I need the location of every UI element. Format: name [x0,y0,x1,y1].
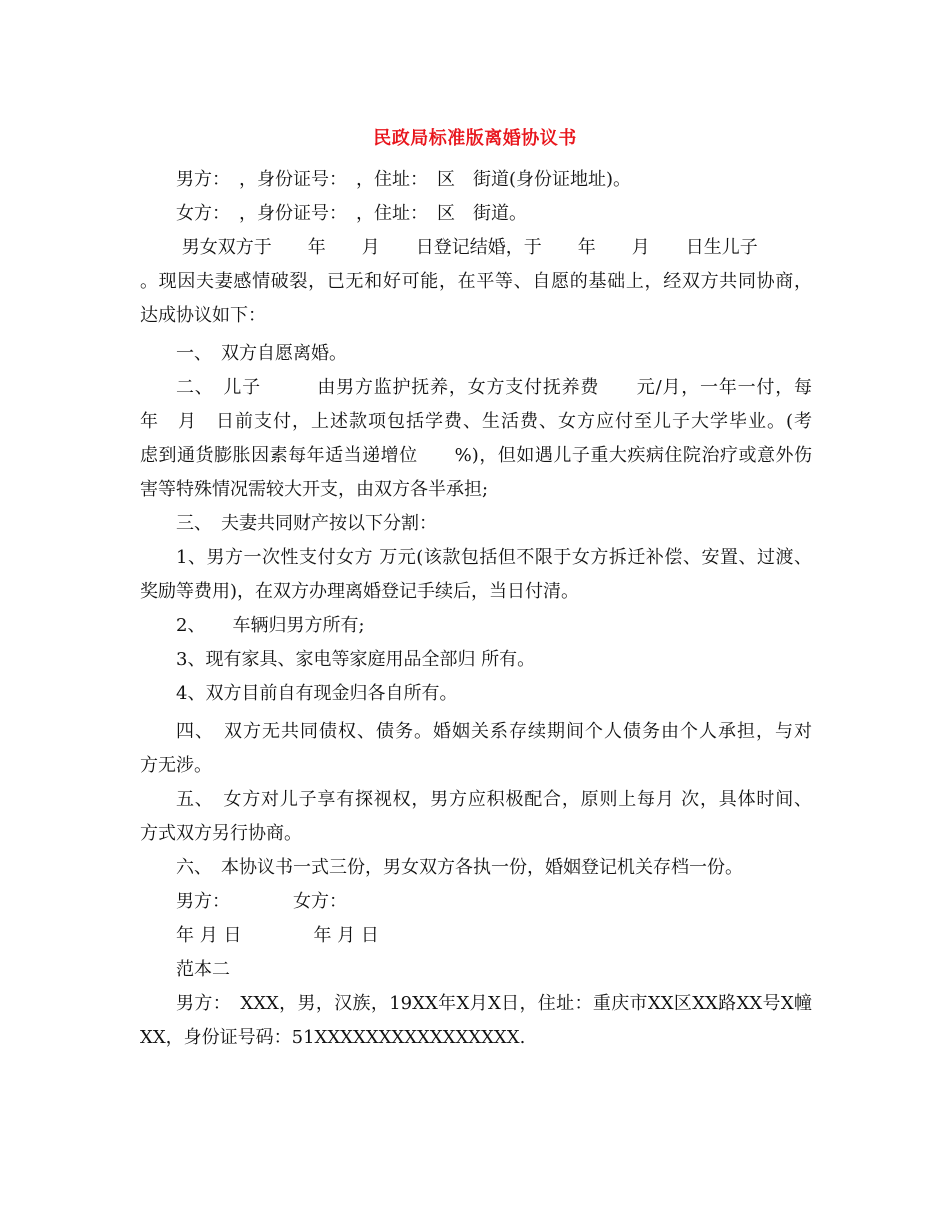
text-line: 六、 本协议书一式三份，男女双方各执一份，婚姻登记机关存档一份。 [176,857,743,878]
text-line: 女方： ，身份证号： ，住址： 区 街道。 [176,203,527,224]
text-line: 害等特殊情况需较大开支，由双方各半承担; [140,479,489,500]
document-title: 民政局标准版离婚协议书 [373,128,577,149]
text-line: 范本二 [176,959,230,980]
text-line: XX，身份证号码：51XXXXXXXXXXXXXXXX. [140,1027,526,1048]
document-body [140,163,812,1055]
text-line: 五、 女方对儿子享有探视权，男方应积极配合，原则上每月 次，具体时间、 [176,789,812,810]
text-line: 一、 双方自愿离婚。 [176,343,347,364]
text-line: 达成协议如下： [140,305,266,326]
text-line: 。现因夫妻感情破裂，已无和好可能，在平等、自愿的基础上，经双方共同协商， [140,271,812,292]
text-line: 年 月 日前支付，上述款项包括学费、生活费、女方应付至儿子大学毕业。(考 [140,411,812,432]
text-line: 3、现有家具、家电等家庭用品全部归 所有。 [176,649,536,670]
text-line: 年 月 日 年 月 日 [176,925,379,946]
text-line: 男女双方于 年 月 日登记结婚，于 年 月 日生儿子 [176,237,758,258]
text-line: 虑到通货膨胀因素每年适当递增位 %)，但如遇儿子重大疾病住院治疗或意外伤 [140,445,812,466]
text-line: 方无涉。 [140,755,212,776]
text-line: 四、 双方无共同债权、债务。婚姻关系存续期间个人债务由个人承担，与对 [176,721,812,742]
text-line: 奖励等费用)，在双方办理离婚登记手续后，当日付清。 [140,581,580,602]
text-line: 男方： ，身份证号： ，住址： 区 街道(身份证地址)。 [176,169,632,190]
text-line: 二、 儿子 由男方监护抚养，女方支付抚养费 元/月，一年一付，每 [176,377,812,398]
text-line: 方式双方另行协商。 [140,823,302,844]
text-line: 4、双方目前自有现金归各自所有。 [176,683,458,704]
text-line: 男方： XXX，男，汉族，19XX年X月X日，住址：重庆市XX区XX路XX号X幢 [176,993,812,1014]
text-line: 1、男方一次性支付女方 万元(该款包括但不限于女方拆迁补偿、安置、过渡、 [176,547,812,568]
text-line: 三、 夫妻共同财产按以下分割： [176,513,437,534]
text-line: 2、 车辆归男方所有; [176,615,365,636]
text-line: 男方： 女方： [176,891,347,912]
